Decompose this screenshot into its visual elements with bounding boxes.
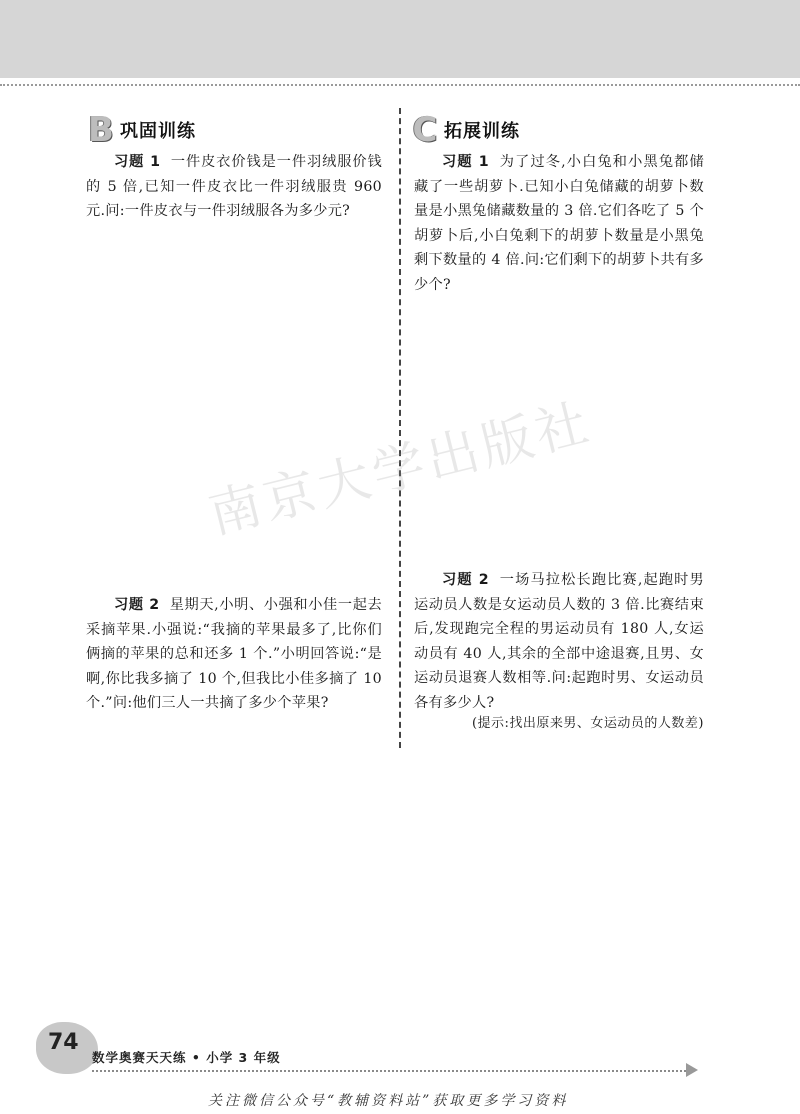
left-problem-1 (86, 150, 382, 224)
top-dotted-rule (0, 84, 800, 86)
section-b-header (86, 112, 196, 148)
arrow-right-icon (686, 1063, 698, 1077)
problem-text: 为了过冬,小白兔和小黑兔都储藏了一些胡萝卜.已知小白兔储藏的胡萝卜数量是小黑兔储藏数量的 3 倍.它们各吃了 5 个胡萝卜后,小白兔剩下的胡萝卜数量是小黑兔剩下数量的 4 倍.问:它们剩下的胡萝卜共有多少个? (414, 154, 704, 293)
left-problem-2 (86, 593, 382, 716)
page-number: 74 (48, 1030, 79, 1055)
problem-text: 一场马拉松长跑比赛,起跑时男运动员人数是女运动员人数的 3 倍.比赛结束后,发现跑完全程的男运动员有 180 人,女运动员有 40 人,其余的全部中途退赛,且男、女运动员退赛人数相等.问:起跑时男、女运动员各有多少人? (414, 572, 704, 711)
hint-text: (提示:找出原来男、女运动员的人数差) (471, 716, 704, 731)
publisher-watermark: 南京大学出版社 (203, 392, 599, 546)
problem-text: 星期天,小明、小强和小佳一起去采摘苹果.小强说:“我摘的苹果最多了,比你们俩摘的苹果的总和还多 1 个.”小明回答说:“是啊,你比我多摘了 10 个,但我比小佳多摘了 10 个.”问:他们三人一共摘了多少个苹果? (86, 597, 383, 711)
section-c-badge: C (412, 110, 438, 150)
right-problem-2 (414, 568, 704, 715)
section-c-title: 拓展训练 (444, 121, 520, 142)
book-title: 数学奥赛天天练 • 小学 3 年级 (92, 1050, 281, 1065)
problem-label: 习题 1 (442, 154, 489, 170)
problem-text: 一件皮衣价钱是一件羽绒服价钱的 5 倍,已知一件皮衣比一件羽绒服贵 960 元.问:一件皮衣与一件羽绒服各为多少元? (86, 154, 383, 219)
problem-label: 习题 2 (114, 597, 160, 613)
section-b-badge: B (88, 110, 114, 150)
bottom-dotted-rule (92, 1070, 690, 1072)
section-b-title: 巩固训练 (120, 121, 196, 142)
problem-label: 习题 1 (114, 154, 161, 170)
column-divider (399, 108, 401, 748)
section-c-header (410, 112, 520, 148)
right-problem-1 (414, 150, 704, 297)
top-header-band (0, 0, 800, 78)
problem-label: 习题 2 (442, 572, 489, 588)
footer-note: 关注微信公众号“教辅资料站”获取更多学习资料 (208, 1093, 569, 1109)
